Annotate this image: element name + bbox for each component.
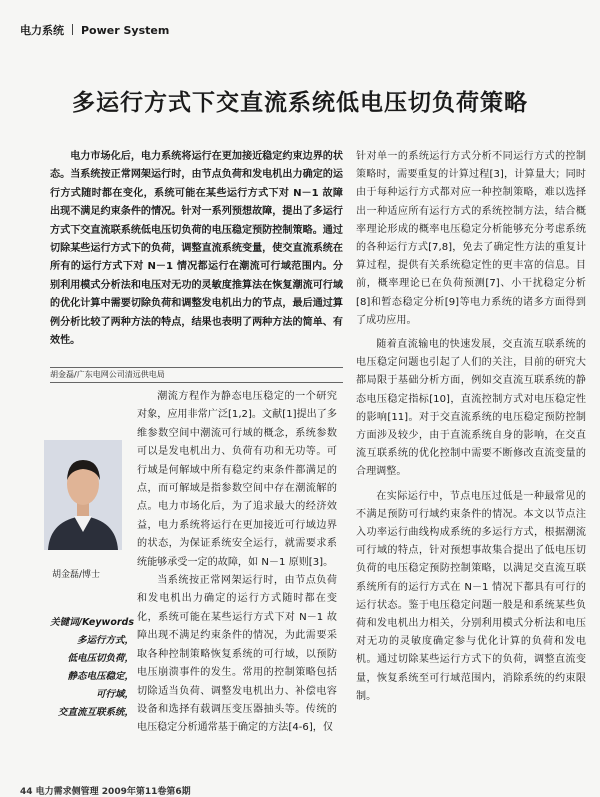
author-photo [44,440,122,550]
keyword-item: 交直流互联系统， [57,707,134,718]
body-paragraph: 随着直流输电的快速发展，交直流互联系统的电压稳定问题也引起了人们的关注，目前的研究大都局限于基础分析方面，例如交直流互联系统的静态电压稳定指标[10]，直流控制方式对电压稳定性的影响[11]。对于交直流系统的电压稳定预防控制方面涉及较少，由于直流系统自身的影响，在交直流互联系统的优化控制中需要不断修改直流变量的合理调整。 [356,339,586,478]
article-title: 多运行方式下交直流系统低电压切负荷策略 [72,89,528,116]
keyword-item: 低电压切负荷， [67,653,134,664]
abstract: 电力市场化后，电力系统将运行在更加接近稳定约束边界的状态。当系统按正常网架运行时，由节点负荷和发电机出力确定的运行方式随时都在变化，系统可能在某些运行方式下对 N－1 故障出现不满足约束条件的情况。针对一系列预想故障，提出了多运行方式下交直流联系统低电压切负荷的电压稳定预防控制策略。通过切除某些运行方式下的负荷，调整直流系统变量，使交直流系统在所有的运行方式下对 N－1 情况都运行在潮流可行域范围内。分别利用模式分析法和电压对无功的灵敏度推算法在恢复潮流可行域的优化计算中需要切除负荷和调整发电机出力的节点，最后通过算例分析比较了两种方法的特点，结果也表明了两种方法的简单、有效性。 [50,151,343,347]
body-paragraph: 潮流方程作为静态电压稳定的一个研究对象，应用非常广泛[1,2]。文献[1]提出了多维参数空间中潮流可行域的概念，系统参数可以是发电机出力、负荷有功和无功等。可行域是何解域中所有稳定约束条件都满足的点，而可解域是指参数空间中存在潮流解的点。电力市场化后，为了追求最大的经济效益，电力系统将运行在更加接近可行域边界的状态，为保证系统安全运行，就需要求系统能够承受一定的故障，如 N－1 原则[3]。 [137,391,337,568]
keywords-block [22,614,134,722]
body-paragraph: 在实际运行中，节点电压过低是一种最常见的不满足预防可行域约束条件的情况。本文以节点注入功率运行曲线构成系统的多运行方式，根据潮流可行域的特点，针对预想事故集合提出了低电压切负荷的电压稳定预防控制策略，以满足交直流互联系统所有的运行方式在 N－1 情况下都具有可行的运行状态。鉴于电压稳定问题一般是和系统某些负荷和发电机出力相关，分别利用模式分析法和电压对无功的灵敏度确定参与优化计算的负荷和发电机。通过切除某些运行方式下的负荷，调整直流变量，恢复系统至可行域范围内，消除系统的约束限制。 [356,490,586,702]
photo-caption: 胡金磊/博士 [52,570,101,580]
keyword-item: 多运行方式， [76,635,134,646]
body-column-middle [137,388,337,738]
abstract-rule-bottom [50,382,343,383]
section-label-cn: 电力系统 [20,24,64,37]
section-label-en: Power System [81,24,170,37]
body-column-right [356,148,586,706]
body-paragraph: 当系统按正常网架运行时，由节点负荷和发电机出力确定的运行方式随时都在变化，系统可能在某些运行方式下对 N－1 故障出现不满足约束条件的情况，为此需要采取各种控制策略恢复系统的可行域，以预防电压崩溃事件的发生。常用的控制策略包括切除适当负荷、调整发电机出力、补偿电容设备和选择有载调压变压器抽头等。传统的电压稳定分析通常基于确定的方法[4-6]，仅 [137,575,337,734]
page-footer: 44 电力需求侧管理 2009年第11卷第6期 [20,787,191,797]
abstract-rule-top [50,367,343,368]
header-divider [72,24,73,35]
keywords-label: 关键词/Keywords [50,617,134,628]
section-header [20,22,169,38]
author-affiliation: 胡金磊/广东电网公司清远供电局 [50,370,165,379]
keyword-item: 静态电压稳定， [67,671,134,682]
keyword-item: 可行域， [95,689,134,700]
body-paragraph: 针对单一的系统运行方式分析不同运行方式的控制策略时，需要重复的计算过程[3]，计算量大；同时由于每种运行方式都对应一种控制策略，难以选择出一种适应所有运行方式的系统控制方法，结合概率理论形成的概率电压稳定分析能够充分考虑系统的各种运行方式[7,8]，免去了确定性方法的重复计算过程，提供有关系统稳定性的更丰富的信息。目前，概率理论已在负荷预测[7]、小干扰稳定分析[8]和暂态稳定分析[9]等电力系统的诸多方面得到了成功应用。 [356,151,586,326]
